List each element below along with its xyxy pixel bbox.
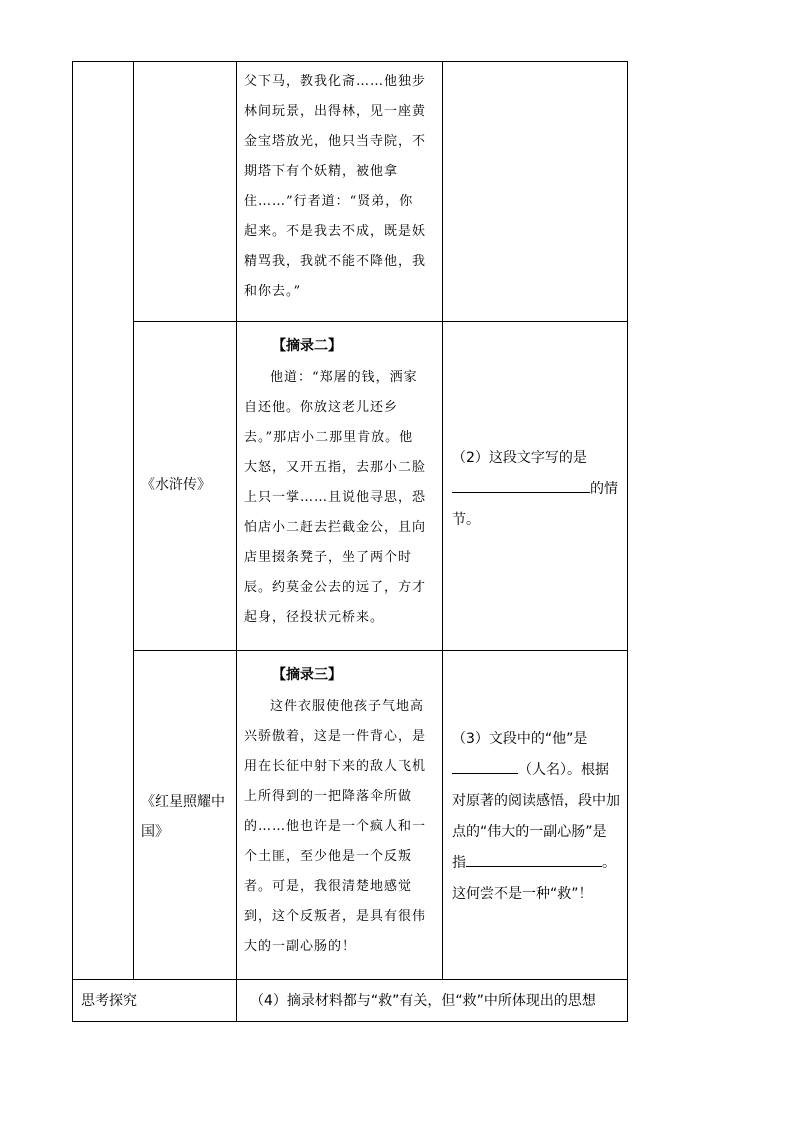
table-col-divider-1	[133, 61, 134, 979]
excerpt-line: 父下马，教我化斋……他独步	[244, 74, 427, 89]
excerpt-line: 起身，径投状元桥来。	[244, 610, 385, 625]
question-four: （4）摘录材料都与“救”有关，但“救”中所体现出的思想	[250, 993, 596, 1009]
footer-label: 思考探究	[81, 993, 137, 1009]
question-two-tail: 节。	[452, 512, 480, 528]
excerpt-line: 期塔下有个妖精，被他拿	[244, 164, 399, 179]
excerpt-line: 去。”那店小二那里肯放。他	[244, 430, 414, 445]
excerpt-line: 大的一副心肠的！	[244, 939, 357, 954]
excerpt-heading-three: 【摘录三】	[272, 667, 342, 683]
excerpt-line: 者。可是，我很清楚地感觉	[244, 879, 413, 894]
excerpt-heading-two: 【摘录二】	[272, 338, 342, 354]
question-three-line	[452, 755, 624, 786]
book-title-shuihu: 《水浒传》	[141, 477, 211, 493]
excerpt-line: 和你去。”	[244, 284, 302, 299]
book-title-line: 《红星照耀中	[141, 794, 225, 810]
excerpt-line: 他道：“郑屠的钱，洒家	[270, 370, 418, 385]
answer-blank-plot[interactable]	[452, 478, 590, 493]
book-title-red-star	[141, 787, 225, 847]
excerpt-line: 上只一掌……且说他寻思，恐	[244, 490, 427, 505]
excerpt-line: 怕店小二赶去拦截金公，且向	[244, 520, 427, 535]
row-divider-1	[133, 321, 628, 322]
excerpt-line: 大怒，又开五指，去那小二脸	[244, 460, 427, 475]
excerpt-line: 精骂我，我就不能不降他，我	[244, 254, 427, 269]
excerpt-line: 店里掇条凳子，坐了两个时	[244, 550, 413, 565]
excerpt-line: 这件衣服使他孩子气地高	[270, 699, 425, 714]
excerpt-three	[244, 692, 440, 962]
excerpt-line: 住……”行者道：“贤弟，你	[244, 194, 414, 209]
row-divider-2	[133, 650, 628, 651]
question-two-suffix: 的情	[590, 481, 618, 497]
table-border-right	[627, 61, 628, 1022]
excerpt-one-continued	[244, 67, 440, 307]
book-title-line: 国》	[141, 824, 169, 840]
excerpt-line: 金宝塔放光，他只当寺院，不	[244, 134, 427, 149]
excerpt-line: 到，这个反叛者，是具有很伟	[244, 909, 427, 924]
question-two	[452, 443, 624, 536]
table-border-left	[72, 61, 73, 1022]
excerpt-two	[244, 363, 440, 633]
table-border-top	[72, 61, 628, 62]
reading-table	[72, 61, 628, 1022]
answer-blank-meaning[interactable]	[466, 852, 602, 867]
question-two-line	[452, 474, 624, 505]
excerpt-line: 自还他。你放这老儿还乡	[244, 400, 399, 415]
answer-blank-name[interactable]	[452, 759, 518, 774]
question-three-prefix: 指	[452, 855, 466, 871]
question-two-line: （2）这段文字写的是	[452, 450, 587, 466]
excerpt-line: 兴骄傲着，这是一件背心，是	[244, 729, 427, 744]
question-three-line	[452, 848, 624, 879]
question-three-line: 点的“伟大的一副心肠”是	[452, 824, 607, 840]
excerpt-line: 上所得到的一把降落伞所做	[244, 789, 413, 804]
question-three-suffix: （人名）。根据	[518, 762, 609, 778]
table-col-divider-2	[236, 61, 237, 1022]
question-three-line: 这何尝不是一种“救”！	[452, 886, 593, 902]
question-three	[452, 724, 624, 910]
question-three-line: 对原著的阅读感悟，段中加	[452, 793, 620, 809]
excerpt-line: 的……他也许是一个疯人和一	[244, 819, 427, 834]
row-divider-3	[72, 979, 628, 980]
excerpt-line: 个土匪，至少他是一个反叛	[244, 849, 413, 864]
table-border-bottom	[72, 1021, 628, 1022]
table-col-divider-3	[442, 61, 443, 979]
question-three-line: （3）文段中的“他”是	[452, 731, 588, 747]
excerpt-line: 辰。约莫金公去的远了，方才	[244, 580, 427, 595]
excerpt-line: 起来。不是我去不成，既是妖	[244, 224, 427, 239]
question-three-end: 。	[602, 855, 616, 871]
excerpt-line: 用在长征中射下来的敌人飞机	[244, 759, 427, 774]
excerpt-line: 林间玩景，出得林，见一座黄	[244, 104, 427, 119]
